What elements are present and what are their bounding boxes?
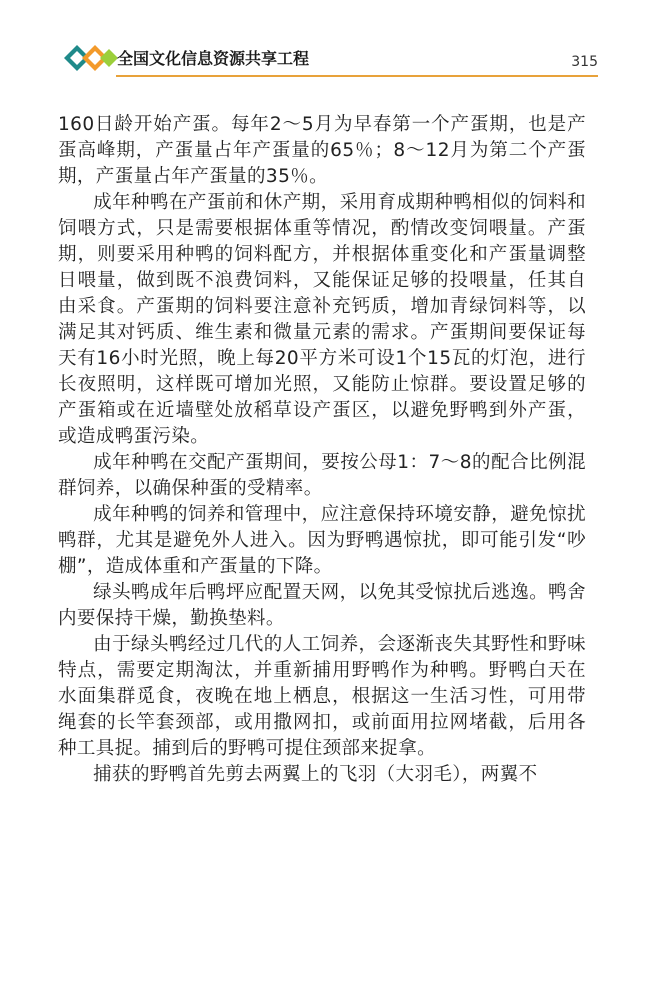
body-text [58, 112, 586, 788]
paragraph: 成年种鸭在交配产蛋期间，要按公母1：7～8的配合比例混群饲养，以确保种蛋的受精率。 [58, 452, 586, 499]
paragraph: 成年种鸭的饲养和管理中，应注意保持环境安静，避免惊扰鸭群，尤其是避免外人进入。因为野鸭遇惊扰，即可能引发“吵棚”，造成体重和产蛋量的下降。 [58, 504, 586, 577]
page-number: 315 [571, 54, 598, 70]
paragraph: 成年种鸭在产蛋前和休产期，采用育成期种鸭相似的饲料和饲喂方式，只是需要根据体重等情况，酌情改变饲喂量。产蛋期，则要采用种鸭的饲料配方，并根据体重变化和产蛋量调整日喂量，做到既不浪费饲料，又能保证足够的投喂量，任其自由采食。产蛋期的饲料要注意补充钙质，增加青绿饲料等，以满足其对钙质、维生素和微量元素的需求。产蛋期间要保证每天有16小时光照，晚上每20平方米可设1个15瓦的灯泡，进行长夜照明，这样既可增加光照，又能防止惊群。要设置足够的产蛋箱或在近墙壁处放稻草设产蛋区，以避免野鸭到外产蛋，或造成鸭蛋污染。 [58, 192, 586, 447]
paragraph: 捕获的野鸭首先剪去两翼上的飞羽（大羽毛），两翼不 [93, 764, 538, 785]
paragraph: 由于绿头鸭经过几代的人工饲养，会逐渐丧失其野性和野味特点，需要定期淘汰，并重新捕用野鸭作为种鸭。野鸭白天在水面集群觅食，夜晚在地上栖息，根据这一生活习性，可用带绳套的长竿套颈部，或用撒网扣，或前面用拉网堵截，后用各种工具捉。捕到后的野鸭可提住颈部来捉拿。 [58, 634, 586, 759]
paragraph: 绿头鸭成年后鸭坪应配置天网，以免其受惊扰后逃逸。鸭舍内要保持干燥，勤换垫料。 [58, 582, 586, 629]
logo-icon [62, 40, 118, 76]
header-title: 全国文化信息资源共享工程 [117, 49, 310, 68]
paragraph: 160日龄开始产蛋。每年2～5月为早春第一个产蛋期，也是产蛋高峰期，产蛋量占年产蛋量的65％；8～12月为第二个产蛋期，产蛋量占年产蛋量的35％。 [58, 114, 586, 187]
header-divider [116, 75, 598, 77]
